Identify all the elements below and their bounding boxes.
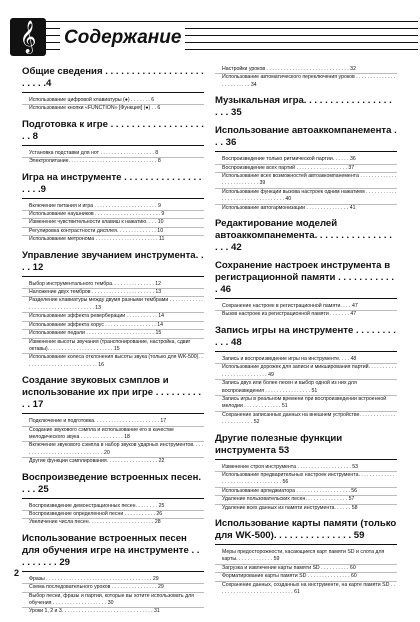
toc-item[interactable]: Выбор песни, фразы и партии, которые вы хотите использовать для обучения . . . . . . . . . . . . . . . . . . . 30 (22, 593, 204, 609)
toc-right-column (215, 66, 397, 602)
toc-item-list (22, 97, 204, 113)
toc-section-heading[interactable]: Сохранение настроек инструмента в регистрационной памяти . . . . . . . . . . . . 46 (215, 260, 397, 299)
toc-item-list (215, 464, 397, 512)
toc-item[interactable]: Другие функции сэмплирования. . . . . . . . . . . . . . . . . . 22 (29, 458, 165, 465)
toc-item[interactable]: Установка подставки для нот . . . . . . . . . . . . . . . . . . . 8 (22, 150, 204, 158)
toc-item[interactable]: Воспроизведение только ритмической партии. . . . . . 36 (215, 156, 397, 164)
toc-item[interactable]: Использование метронома . . . . . . . . . . . . . . . . . . . . . . 11 (29, 236, 165, 243)
toc-item[interactable]: Воспроизведение демонстрационных песен. . . . . . . . 25 (22, 503, 204, 511)
toc-item[interactable]: Запись и воспроизведение игры на инструменте. . . . 48 (215, 356, 397, 364)
toc-item-list (22, 281, 204, 369)
toc-item[interactable]: Настройки уроков . . . . . . . . . . . . . . . . . . . . . . . . . . . . . 32 (215, 66, 397, 74)
toc-item[interactable]: Использование функции вызова настроек одним нажатием . . . . . . . . . . . . . . . . . . . . . . . . . . . . . . . . . 40 (215, 189, 397, 205)
toc-item[interactable]: Сохранение данных, созданных на инструменте, на карте памяти SD . . . . . . . . . . . . . . . . . . . . . . . . . . . 61 (222, 581, 396, 595)
toc-section-heading[interactable]: Общие сведения . . . . . . . . . . . . . . . . . . . . . . . .4 (22, 66, 204, 93)
toc-item[interactable]: Запись игры в реальном времени при воспроизведении встроенной мелодии . . . . . . . . . . . . . 51 (215, 396, 397, 412)
toc-item[interactable]: Включение питания и игра . . . . . . . . . . . . . . . . . . . . . . 9 (22, 203, 204, 211)
toc-item-list (22, 418, 204, 465)
toc-section (215, 325, 397, 427)
toc-section (22, 66, 204, 113)
toc-section-heading[interactable]: Запись игры на инструменте . . . . . . . . . . . 48 (215, 325, 397, 352)
toc-left-column (22, 66, 204, 622)
toc-section-heading[interactable]: Управление звучанием инструмента. . . . 12 (22, 250, 204, 277)
toc-section (215, 518, 397, 596)
toc-item[interactable]: Включение звукового сэмпла в набор звуков ударных инструментов. . . . . . . . . . . . . . . . . . . . . . . . . . . . . . 20 (22, 442, 204, 458)
toc-item-list (22, 203, 204, 244)
toc-item[interactable]: Изменение строя инструмента . . . . . . . . . . . . . . . . . . . 53 (215, 464, 397, 472)
page-title: Содержание (60, 26, 185, 50)
toc-item[interactable]: Наложение двух тембров . . . . . . . . . . . . . . . . . . . . . . 13 (22, 289, 204, 297)
toc-item[interactable]: Использование эффекта реверберации . . . . . . . . . . . 14 (22, 313, 204, 321)
toc-section (215, 218, 397, 254)
toc-item[interactable]: Загрузка и извлечение карты памяти SD . . . . . . . . . . 60 (215, 565, 397, 573)
toc-item[interactable]: Использование колеса отклонения высоты звука (только для WK-500). . . . . . . . . . . . . . . . . . . . . . . . . . 16 (29, 354, 203, 368)
toc-section-heading[interactable]: Музыкальная игра. . . . . . . . . . . . . . . . . . . . 35 (215, 95, 392, 119)
toc-item[interactable]: Использование автоматического переключения уроков . . . . . . . . . . . . . . . . . . . . . . . . 34 (222, 74, 396, 88)
page-number: 2 (14, 568, 20, 578)
toc-item[interactable]: Меры предосторожности, касающиеся карт памяти SD и слота для карты. . . . . . . . . . . . . 59 (215, 549, 397, 565)
toc-section (22, 533, 204, 616)
toc-item[interactable]: Использование автогармонизации . . . . . . . . . . . . . . . 41 (222, 204, 356, 211)
toc-section-heading[interactable]: Подготовка к игре . . . . . . . . . . . . . . . . . . . . 8 (22, 119, 204, 146)
toc-section (215, 95, 397, 119)
toc-section-heading[interactable]: Игра на инструменте . . . . . . . . . . . . . . . . . . .9 (22, 172, 204, 199)
toc-item-list (215, 356, 397, 427)
toc-item[interactable]: Изменение высоты звучания (транспонирование, настройка, сдвиг октавы). . . . . . . . . . . . . . . . . . . . . . . 15 (22, 339, 204, 355)
toc-item-list (215, 156, 397, 212)
toc-item[interactable]: Использование предварительных настроек инструмента. . . . . . . . . . . . . . . . . . . . . . . . . . . . . . . . . . 56 (215, 472, 397, 488)
toc-section (22, 172, 204, 244)
toc-item[interactable]: Регулировка контрастности дисплея. . . . . . . . . . . . . . 10 (22, 228, 204, 236)
toc-item[interactable]: Форматирование карты памяти SD . . . . . . . . . . . . . . . 60 (215, 573, 397, 581)
toc-section (215, 433, 397, 512)
toc-item[interactable]: Выбор инструментального тембра. . . . . . . . . . . . . . . 12 (22, 281, 204, 289)
toc-section-heading[interactable]: Использование встроенных песен для обучения игре на инструменте . . . . . . . . . 29 (22, 533, 204, 572)
toc-item[interactable]: Подключение и подготовка. . . . . . . . . . . . . . . . . . . . . . . 17 (22, 418, 204, 426)
toc-item[interactable]: Использование арпеджиатора . . . . . . . . . . . . . . . . . . . 56 (215, 488, 397, 496)
toc-section (22, 250, 204, 369)
toc-section (215, 125, 397, 212)
toc-item-list (215, 303, 397, 319)
toc-item-list (22, 576, 204, 616)
toc-section (215, 66, 397, 89)
toc-item[interactable]: Использование наушников . . . . . . . . . . . . . . . . . . . . . . . 9 (22, 211, 204, 219)
toc-item[interactable]: Использование кнопки «FUNCTION» [Функция] (●) . . 6 (29, 105, 161, 112)
toc-item[interactable]: Разделение клавиатуры между двумя разными тембрами . . . . . . . . . . . . . . . . . . . . . . . . . . . . . . . . . . . 13 (22, 297, 204, 313)
toc-item[interactable]: Использование эффекта хорус . . . . . . . . . . . . . . . . . . 14 (22, 322, 204, 330)
toc-item[interactable]: Удаление всех данных из памяти инструмента. . . . . . 58 (222, 504, 358, 511)
toc-section-heading[interactable]: Использование автоаккомпанемента . . . 36 (215, 125, 397, 152)
toc-item-list (215, 549, 397, 596)
toc-item-list (22, 150, 204, 166)
toc-section (215, 260, 397, 319)
toc-item[interactable]: Использование цифровой клавиатуры (●) . . . . . . . 6 (22, 97, 204, 105)
toc-section-heading[interactable]: Другие полезные функции инструмента 53 (215, 433, 397, 460)
toc-item[interactable]: Схема последовательного уроков . . . . . . . . . . . . . . . . 29 (22, 584, 204, 592)
toc-section-heading[interactable]: Редактирование моделей автоаккомпанемента. . . . . . . . . . . . . . . . . . 42 (215, 218, 392, 254)
toc-item[interactable]: Создание звукового сэмпла и использование его в качестве мелодического звука . . . . . . . . . . . . . . . 18 (22, 427, 204, 443)
toc-item[interactable]: Использование дорожек для записи и микширования партий. . . . . . . . . . . . . . . . . . . . . . . . . . 49 (215, 364, 397, 380)
treble-clef-icon: 𝄞 (10, 18, 46, 56)
toc-item[interactable]: Воспроизведение всех партий . . . . . . . . . . . . . . . . . . 37 (215, 165, 397, 173)
toc-item-list (22, 503, 204, 527)
toc-item[interactable]: Сохранение настроек в регистрационной памяти. . . . 47 (215, 303, 397, 311)
toc-section-heading[interactable]: Воспроизведение встроенных песен. . . . 25 (22, 472, 204, 499)
toc-item[interactable]: Увеличение числа песен. . . . . . . . . . . . . . . . . . . . . . . 28 (29, 519, 161, 526)
toc-section (22, 375, 204, 465)
toc-section-heading[interactable]: Создание звуковых сэмплов и использование их при игре . . . . . . . . . . . 17 (22, 375, 204, 414)
toc-item[interactable]: Запись двух или более песен и выбор одной из них для воспроизведения . . . . . . . . . . . . . . . . 51 (215, 380, 397, 396)
toc-item[interactable]: Воспроизведение определенной песни . . . . . . . . . . . 26 (22, 511, 204, 519)
toc-section-heading[interactable]: Использование карты памяти (только для WK-500). . . . . . . . . . . . . . . 59 (215, 518, 397, 545)
toc-item[interactable]: Использование педали . . . . . . . . . . . . . . . . . . . . . . . . 15 (22, 330, 204, 338)
toc-item[interactable]: Уроки 1, 2 и 3. . . . . . . . . . . . . . . . . . . . . . . . . . . . . . . . 31 (29, 608, 160, 615)
toc-item[interactable]: Изменение чувствительности клавиш к нажатию. . . . 10 (22, 219, 204, 227)
page-header (10, 18, 410, 58)
toc-item[interactable]: Электропитание. . . . . . . . . . . . . . . . . . . . . . . . . . . . . . . 8 (29, 158, 161, 165)
toc-item[interactable]: Фразы . . . . . . . . . . . . . . . . . . . . . . . . . . . . . . . . . . . . . 29 (22, 576, 204, 584)
toc-item[interactable]: Удаление пользовательских песен. . . . . . . . . . . . . . . 57 (215, 496, 397, 504)
toc-section (22, 472, 204, 527)
toc-section (22, 119, 204, 166)
toc-item-list (215, 66, 397, 89)
toc-item[interactable]: Вызов настроек из регистрационной памяти . . . . . . . 47 (222, 311, 357, 318)
toc-item[interactable]: Использование всех возможностей автоаккомпанемента . . . . . . . . . . . . . . . . . . . . . . . . . . 39 (215, 173, 397, 189)
toc-item[interactable]: Сохранение записанных данных на внешнем устройстве. . . . . . . . . . . . . . . . . . . . . . . . 52 (222, 411, 396, 426)
